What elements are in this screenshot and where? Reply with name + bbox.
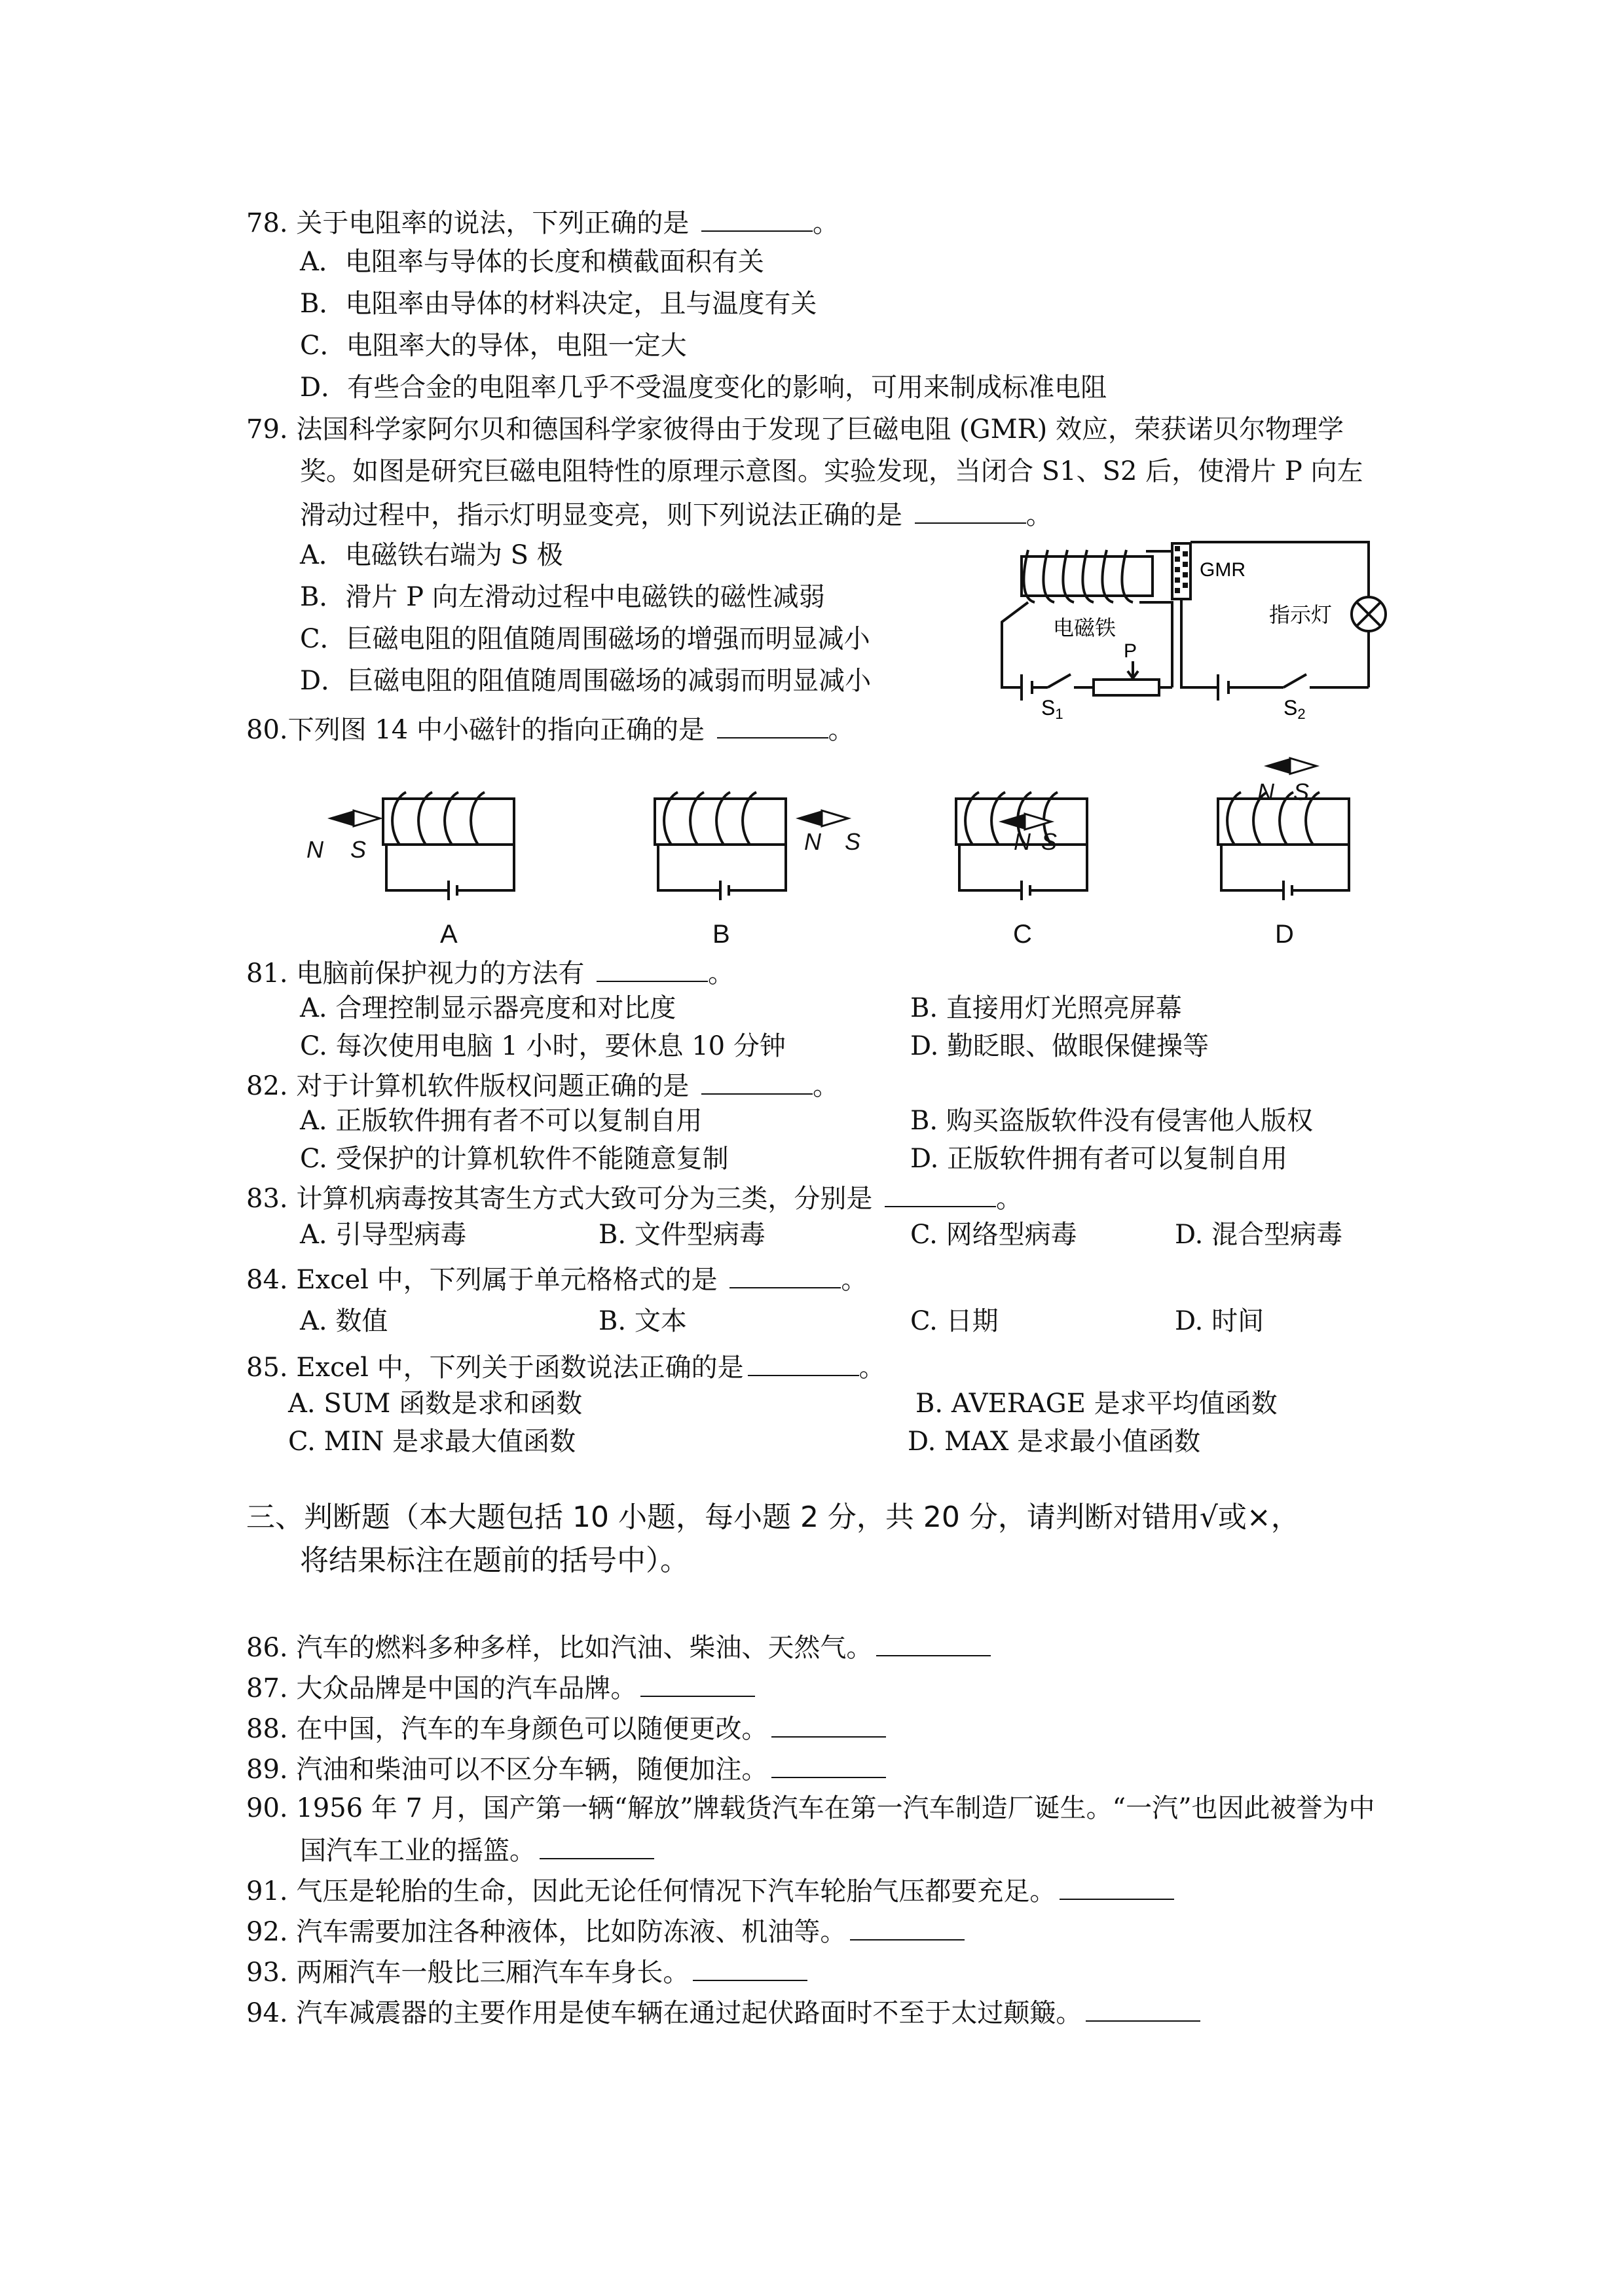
q84-option-c: C. 日期: [910, 1306, 999, 1336]
switch-s1-label: S1: [1041, 696, 1063, 722]
svg-text:N: N: [804, 828, 821, 855]
solenoid-b: [655, 792, 786, 900]
answer-blank[interactable]: [771, 1714, 886, 1738]
judge-question-91: 91. 气压是轮胎的生命，因此无论任何情况下汽车轮胎气压都要充足。: [246, 1876, 1174, 1904]
answer-blank[interactable]: [915, 500, 1026, 524]
solenoid-a: [383, 792, 514, 900]
judge-question-89: 89. 汽油和柴油可以不区分车辆，随便加注。: [246, 1755, 886, 1783]
svg-text:N: N: [306, 836, 323, 863]
q82-option-c: C. 受保护的计算机软件不能随意复制: [300, 1144, 729, 1174]
gmr-circuit-figure: [976, 537, 1382, 722]
svg-text:S: S: [1041, 828, 1058, 855]
answer-blank[interactable]: [771, 1755, 886, 1778]
answer-blank[interactable]: [717, 715, 828, 738]
q82-option-d: D. 正版软件拥有者可以复制自用: [910, 1144, 1288, 1174]
q79-option-c: C．巨磁电阻的阻值随周围磁场的增强而明显减小: [300, 624, 870, 654]
solenoid-d: [1218, 792, 1349, 900]
answer-blank[interactable]: [540, 1836, 654, 1859]
question-79-line2: 奖。如图是研究巨磁电阻特性的原理示意图。实验发现，当闭合 S1、S2 后，使滑片 P 向左: [300, 456, 1363, 486]
q79-option-b: B．滑片 P 向左滑动过程中电磁铁的磁性减弱: [300, 582, 825, 612]
question-81-stem: 81. 电脑前保护视力的方法有 。: [246, 958, 735, 989]
q84-option-b: B. 文本: [599, 1306, 687, 1336]
question-82-stem: 82. 对于计算机软件版权问题正确的是 。: [246, 1071, 840, 1101]
section-3-heading-line2: 将结果标注在题前的括号中）。: [300, 1544, 689, 1577]
q78-option-c: C．电阻率大的导体，电阻一定大: [300, 331, 687, 361]
question-79-line3: 滑动过程中，指示灯明显变亮，则下列说法正确的是 。: [300, 500, 1052, 530]
q84-option-d: D. 时间: [1175, 1306, 1264, 1336]
question-85-stem: 85. Excel 中，下列关于函数说法正确的是 。: [246, 1353, 885, 1383]
q78-option-d: D．有些合金的电阻率几乎不受温度变化的影响，可用来制成标准电阻: [300, 373, 1107, 403]
electromagnet-label: 电磁铁: [1053, 616, 1116, 640]
q82-option-b: B. 购买盗版软件没有侵害他人版权: [910, 1106, 1313, 1136]
judge-question-93: 93. 两厢汽车一般比三厢汽车车身长。: [246, 1958, 807, 1986]
figure-14-compass-solenoids: [288, 753, 1388, 949]
answer-blank[interactable]: [850, 1917, 965, 1941]
lamp-label: 指示灯: [1269, 603, 1333, 627]
q78-option-b: B．电阻率由导体的材料决定，且与温度有关: [300, 289, 817, 319]
svg-text:N: N: [1257, 778, 1274, 805]
switch-s2-label: S2: [1283, 696, 1306, 722]
figure-label-b: B: [712, 920, 730, 949]
judge-question-90-line2: 国汽车工业的摇篮。: [300, 1836, 654, 1864]
judge-question-87: 87. 大众品牌是中国的汽车品牌。: [246, 1673, 755, 1702]
question-79-line1: 79. 法国科学家阿尔贝和德国科学家彼得由于发现了巨磁电阻 (GMR) 效应，荣获诺贝尔物理学: [246, 414, 1344, 445]
answer-blank[interactable]: [640, 1673, 755, 1697]
q82-option-a: A. 正版软件拥有者不可以复制自用: [300, 1106, 703, 1136]
svg-text:N: N: [1014, 828, 1031, 855]
judge-question-94: 94. 汽车减震器的主要作用是使车辆在通过起伏路面时不至于太过颠簸。: [246, 1998, 1200, 2026]
question-78-stem: 78. 关于电阻率的说法，下列正确的是 。: [246, 208, 840, 238]
slider-label: P: [1124, 640, 1137, 662]
answer-blank[interactable]: [748, 1353, 859, 1376]
answer-blank[interactable]: [1060, 1876, 1174, 1900]
answer-blank[interactable]: [701, 208, 813, 232]
q79-option-d: D．巨磁电阻的阻值随周围磁场的减弱而明显减小: [300, 666, 872, 696]
section-3-heading-line1: 三、判断题（本大题包括 10 小题，每小题 2 分，共 20 分，请判断对错用√或×，: [246, 1501, 1300, 1534]
question-80-stem: 80.下列图 14 中小磁针的指向正确的是 。: [246, 715, 855, 745]
slide-rheostat: [1094, 680, 1159, 695]
q81-option-c: C. 每次使用电脑 1 小时，要休息 10 分钟: [300, 1031, 786, 1061]
figure-label-a: A: [440, 920, 458, 949]
compass-needle-b: [796, 811, 848, 826]
q83-option-a: A. 引导型病毒: [300, 1220, 467, 1250]
q85-option-a: A. SUM 函数是求和函数: [288, 1389, 583, 1419]
q84-option-a: A. 数值: [300, 1306, 388, 1336]
figure-label-c: C: [1013, 920, 1032, 949]
answer-blank[interactable]: [693, 1958, 807, 1981]
q85-option-c: C. MIN 是求最大值函数: [288, 1427, 576, 1457]
compass-needle-d: [1264, 758, 1316, 774]
question-83-stem: 83. 计算机病毒按其寄生方式大致可分为三类，分别是 。: [246, 1184, 1023, 1214]
judge-question-86: 86. 汽车的燃料多种多样，比如汽油、柴油、天然气。: [246, 1633, 991, 1661]
answer-blank[interactable]: [1086, 1998, 1200, 2022]
electromagnet-core: [1022, 556, 1153, 596]
figure-label-d: D: [1275, 920, 1294, 949]
question-84-stem: 84. Excel 中，下列属于单元格格式的是 。: [246, 1265, 868, 1295]
answer-blank[interactable]: [701, 1071, 813, 1095]
svg-text:S: S: [350, 836, 367, 863]
judge-question-92: 92. 汽车需要加注各种液体，比如防冻液、机油等。: [246, 1917, 965, 1945]
q85-option-b: B. AVERAGE 是求平均值函数: [915, 1389, 1278, 1419]
answer-blank[interactable]: [597, 958, 708, 982]
svg-text:S: S: [845, 828, 861, 855]
svg-text:S: S: [1293, 778, 1310, 805]
q81-option-d: D. 勤眨眼、做眼保健操等: [910, 1031, 1209, 1061]
q81-option-b: B. 直接用灯光照亮屏幕: [910, 993, 1182, 1023]
answer-blank[interactable]: [729, 1265, 841, 1288]
q79-option-a: A．电磁铁右端为 S 极: [300, 540, 563, 570]
q78-option-a: A．电阻率与导体的长度和横截面积有关: [300, 247, 764, 277]
q83-option-d: D. 混合型病毒: [1175, 1220, 1343, 1250]
compass-needle-a: [327, 811, 380, 826]
q83-option-b: B. 文件型病毒: [599, 1220, 766, 1250]
judge-question-88: 88. 在中国，汽车的车身颜色可以随便更改。: [246, 1714, 886, 1742]
q85-option-d: D. MAX 是求最小值函数: [908, 1427, 1201, 1457]
answer-blank[interactable]: [876, 1633, 991, 1656]
gmr-label: GMR: [1200, 559, 1246, 581]
q81-option-a: A. 合理控制显示器亮度和对比度: [300, 993, 676, 1023]
q83-option-c: C. 网络型病毒: [910, 1220, 1077, 1250]
answer-blank[interactable]: [885, 1184, 996, 1207]
judge-question-90-line1: 90. 1956 年 7 月，国产第一辆“解放”牌载货汽车在第一汽车制造厂诞生。“一汽”也因此被誉为中: [246, 1793, 1375, 1823]
